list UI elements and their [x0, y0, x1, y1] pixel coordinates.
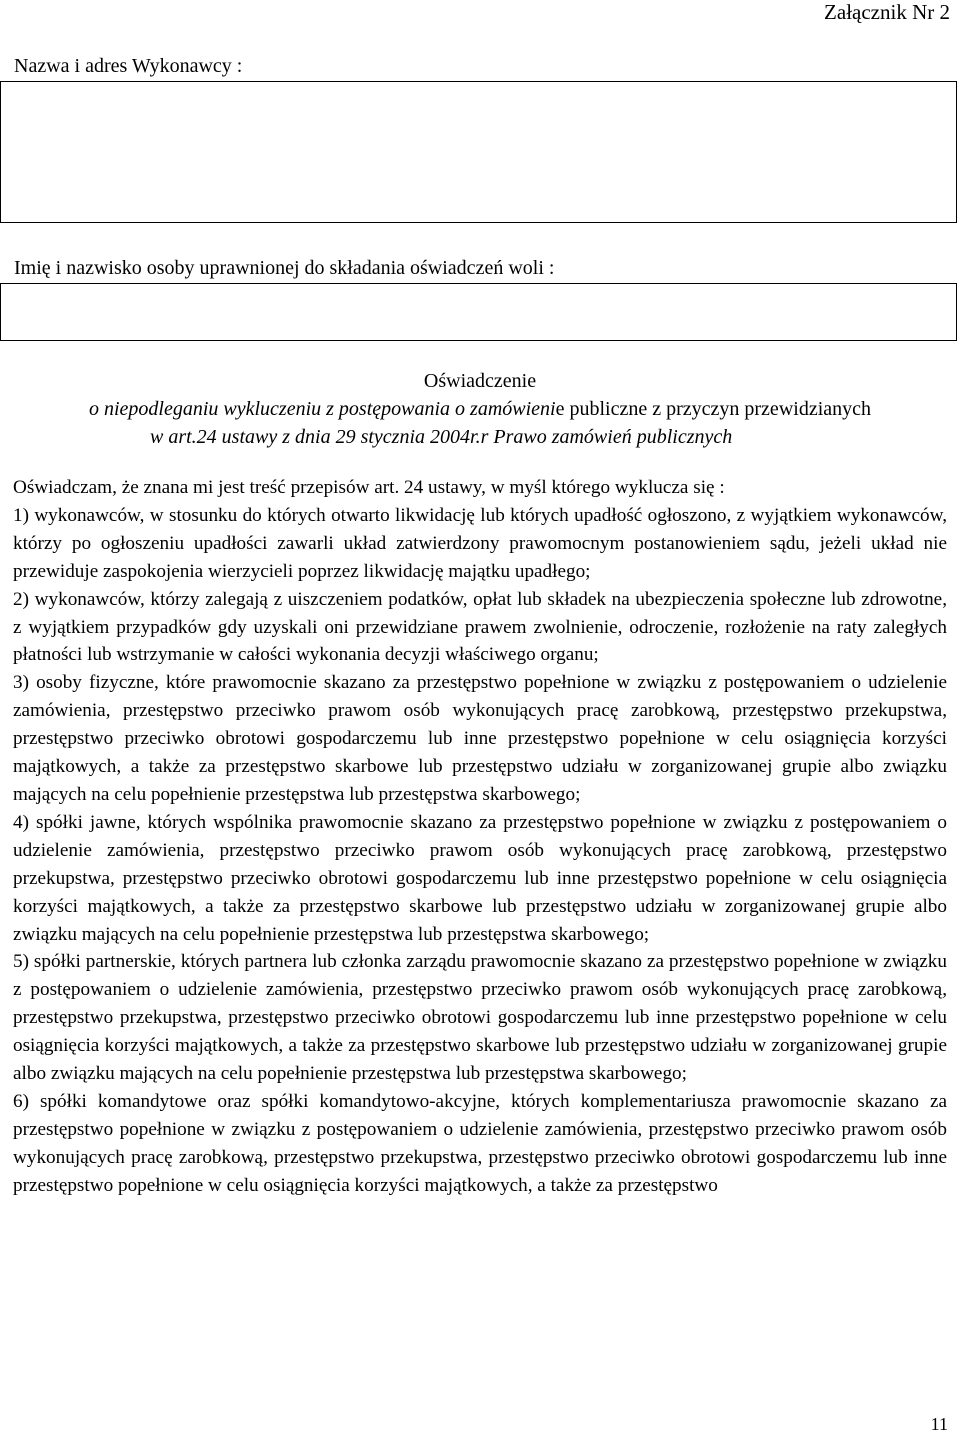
- page-number: 11: [930, 1414, 948, 1434]
- statement-subtitle-2: w art.24 ustawy z dnia 29 stycznia 2004r.r Prawo zamówień publicznych: [150, 426, 733, 448]
- statement-item-3: 3) osoby fizyczne, które prawomocnie skazano za przestępstwo popełnione w związku z postępowaniem o udzielenie zamówienia, przestępstwo przeciwko prawom osób wykonujących pracę zarobkową, przestępstwo przekupstwa, przestępstwo przeciwko obrotowi gospodarczemu lub inne przestępstwo popełnione w celu osiągnięcia korzyści majątkowych, a także za przestępstwo skarbowe lub przestępstwo udziału w zorganizowanej grupie albo związku mających na celu popełnienie przestępstwa lub przestępstwa skarbowego;: [13, 672, 947, 805]
- statement-intro: Oświadczam, że znana mi jest treść przepisów art. 24 ustawy, w myśl którego wyklucza się :: [13, 477, 725, 498]
- statement-title: Oświadczenie: [423, 370, 537, 392]
- statement-body: [13, 474, 947, 1200]
- statement-item-1: 1) wykonawców, w stosunku do których otwarto likwidację lub których upadłość ogłoszono, z wyjątkiem wykonawców, którzy po ogłoszeniu upadłości zawarli układ zatwierdzony prawomocnym postanowieniem sądu, jeżeli układ nie przewiduje zaspokojenia wierzycieli poprzez likwidację majątku upadłego;: [13, 504, 947, 582]
- statement-item-4: 4) spółki jawne, których wspólnika prawomocnie skazano za przestępstwo popełnione w związku z postępowaniem o udzielenie zamówienia, przestępstwo przeciwko prawom osób wykonujących pracę zarobkową, przestępstwo przekupstwa, przestępstwo przeciwko obrotowi gospodarczemu lub inne przestępstwo popełnione w celu osiągnięcia korzyści majątkowych, a także za przestępstwo skarbowe lub przestępstwo udziału w zorganizowanej grupie albo związku mających na celu popełnienie przestępstwa lub przestępstwa skarbowego;: [13, 811, 947, 945]
- statement-item-5: 5) spółki partnerskie, których partnera lub członka zarządu prawomocnie skazano za przestępstwo popełnione w związku z postępowaniem o udzielenie zamówienia, przestępstwo przeciwko prawom osób wykonujących pracę zarobkową, przestępstwo przekupstwa, przestępstwo przeciwko obrotowi gospodarczemu lub inne przestępstwo popełnione w celu osiągnięcia korzyści majątkowych, a także za przestępstwo skarbowe lub przestępstwo udziału w zorganizowanej grupie albo związku mających na celu popełnienie przestępstwa lub przestępstwa skarbowego;: [13, 951, 947, 1085]
- contractor-label: Nazwa i adres Wykonawcy :: [14, 55, 243, 77]
- representative-label: Imię i nazwisko osoby uprawnionej do składania oświadczeń woli :: [14, 257, 555, 279]
- representative-field[interactable]: [0, 283, 957, 341]
- annex-label: Załącznik Nr 2: [824, 0, 950, 24]
- statement-item-2: 2) wykonawców, którzy zalegają z uiszczeniem podatków, opłat lub składek na ubezpieczenia społeczne lub zdrowotne, z wyjątkiem przypadków gdy uzyskali oni przewidziane prawem zwolnienie, odroczenie, rozłożenie na raty zaległych płatności lub wstrzymanie w całości wykonania decyzji właściwego organu;: [13, 588, 947, 666]
- statement-subtitle-italic-1: o niepodleganiu wykluczeniu z postępowania o zamówieni: [88, 398, 556, 420]
- contractor-field[interactable]: [0, 81, 957, 223]
- statement-item-6: 6) spółki komandytowe oraz spółki komandytowo-akcyjne, których komplementariusza prawomocnie skazano za przestępstwo popełnione w związku z postępowaniem o udzielenie zamówienia, przestępstwo przeciwko prawom osób wykonujących pracę zarobkową, przestępstwo przekupstwa, przestępstwo przeciwko obrotowi gospodarczemu lub inne przestępstwo popełnione w celu osiągnięcia korzyści majątkowych, a także za przestępstwo: [13, 1090, 947, 1196]
- statement-subtitle-normal-1: e publiczne z przyczyn przewidzianych: [555, 398, 871, 420]
- statement-subtitle-1: [0, 396, 960, 422]
